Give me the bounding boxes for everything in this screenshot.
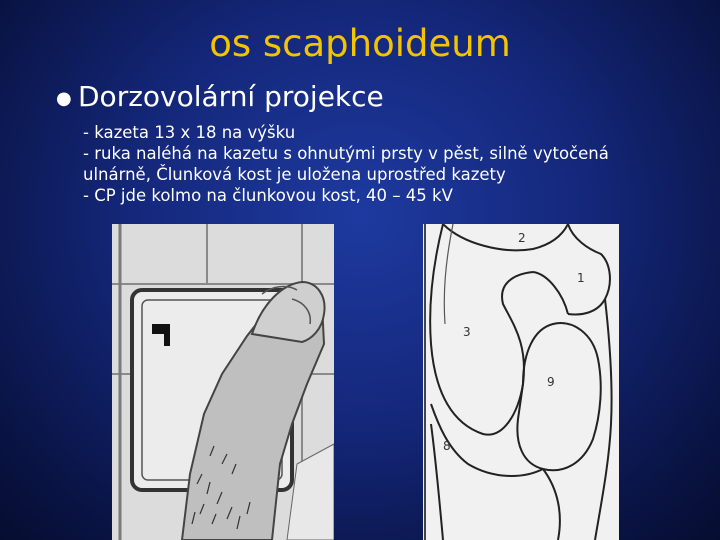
diagram-label: 9 [547,375,555,389]
diagram-label: 3 [463,325,471,339]
bullet-sub-lines [83,122,693,206]
bullet-item [56,80,384,113]
bullet-dot-icon: ● [56,87,72,109]
hand-positioning-photo [112,224,334,540]
diagram-label: 8 [443,439,451,453]
sub-line: - CP jde kolmo na člunkovou kost, 40 – 45 kV [83,186,453,205]
diagram-label: 2 [518,231,526,245]
sub-line: - kazeta 13 x 18 na výšku [83,123,296,142]
sub-line: - ruka naléhá na kazetu s ohnutými prsty v pěst, silně vytočená [83,144,609,163]
bullet-text: Dorzovolární projekce [78,80,384,113]
scaphoid-anatomy-diagram [423,224,619,540]
slide-title: os scaphoideum [209,22,511,65]
sub-line: ulnárně, Člunková kost je uložena uprostřed kazety [83,165,506,184]
diagram-label: 1 [577,271,585,285]
